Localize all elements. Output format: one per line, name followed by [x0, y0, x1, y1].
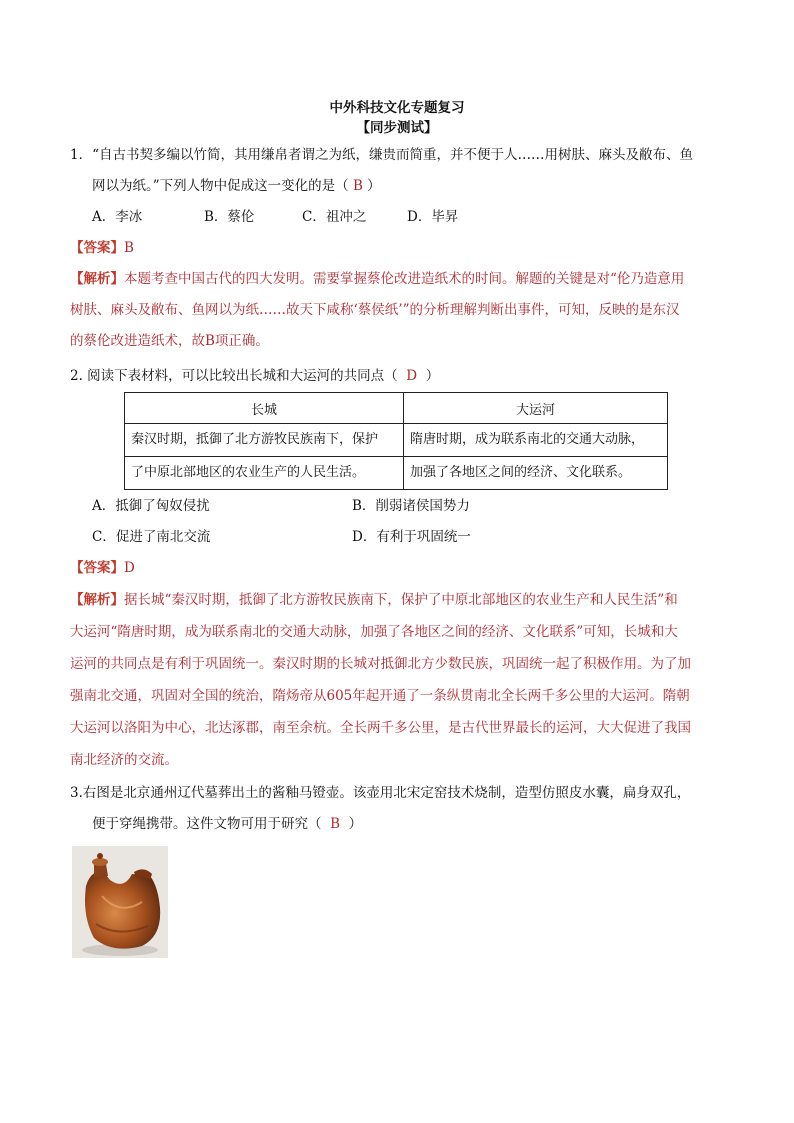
q3-stem-line2 — [92, 814, 362, 834]
table-cell-grand-canal-1: 隋唐时期，成为联系南北的交通大动脉， — [404, 424, 668, 457]
comparison-table — [124, 392, 668, 490]
q2-analysis-text1: 据长城“秦汉时期，抵御了北方游牧民族南下，保护了中原北部地区的农业生产和人民生活”和 — [124, 592, 678, 608]
q2-stem-text: 2. 阅读下表材料，可以比较出长城和大运河的共同点（ — [70, 368, 398, 384]
q3-close: ） — [348, 816, 363, 832]
q2-analysis-line3: 运河的共同点是有利于巩固统一。秦汉时期的长城对抵御北方少数民族，巩固统一起了积极作用。为了加 — [70, 656, 691, 672]
q1-analysis-line3: 的蔡伦改进造纸术，故B项正确。 — [70, 333, 269, 349]
q2-analysis-line5: 大运河以洛阳为中心，北达涿郡，南至余杭。全长两千多公里，是古代世界最长的运河，大大促进了我国 — [70, 720, 691, 736]
q1-answer-label: 【答案】 — [70, 240, 124, 256]
doc-subtitle: 【同步测试】 — [356, 120, 438, 136]
q1-stem-line1 — [70, 145, 693, 165]
table-cell-grand-canal-2: 加强了各地区之间的经济、文化联系。 — [404, 457, 668, 490]
artifact-photo — [72, 846, 168, 958]
table-header-row — [125, 393, 668, 424]
q2-option-a: A．抵御了匈奴侵扰 — [92, 498, 210, 514]
q1-answer-line — [70, 238, 134, 258]
q1-option-d: D．毕昇 — [407, 209, 459, 225]
q1-stem-text2: 网以为纸。”下列人物中促成这一变化的是（ — [92, 178, 349, 194]
q2-stem-line — [70, 366, 439, 386]
q2-answer-label: 【答案】 — [70, 560, 124, 576]
q1-answer: B — [124, 240, 134, 256]
q2-answer-line — [70, 558, 135, 578]
q2-close: ） — [425, 368, 440, 384]
q2-analysis-line6: 南北经济的交流。 — [70, 752, 178, 768]
q2-analysis-line2: 大运河“隋唐时期，成为联系南北的交通大动脉，加强了各地区之间的经济、文化联系”可知，长城和大 — [70, 624, 678, 640]
flask-image — [72, 846, 168, 958]
q1-analysis-text1: 本题考查中国古代的四大发明。需要掌握蔡伦改进造纸术的时间。解题的关键是对“伦乃造意用 — [124, 271, 685, 287]
q1-option-b: B．蔡伦 — [204, 209, 255, 225]
q2-analysis-line4: 强南北交通，巩固对全国的统治，隋炀帝从605年起开通了一条纵贯南北全长两千多公里的大运河。隋朝 — [70, 688, 690, 704]
q1-number: 1． — [70, 147, 93, 163]
q1-stem-line2 — [92, 176, 381, 196]
q1-analysis-line1 — [70, 269, 684, 289]
q2-answer: D — [124, 560, 135, 576]
q1-analysis-label: 【解析】 — [70, 271, 124, 287]
q1-answer-mark: B — [352, 178, 363, 194]
table-header-great-wall: 长城 — [125, 393, 404, 424]
table-row — [125, 424, 668, 457]
q2-analysis-label: 【解析】 — [70, 592, 124, 608]
q2-analysis-line1 — [70, 590, 678, 610]
table-row — [125, 457, 668, 490]
q2-option-c: C．促进了南北交流 — [92, 529, 211, 545]
doc-title: 中外科技文化专题复习 — [329, 100, 465, 116]
table-header-grand-canal: 大运河 — [404, 393, 668, 424]
table-cell-great-wall-2: 了中原北部地区的农业生产的人民生活。 — [125, 457, 404, 490]
q2-option-d: D．有利于巩固统一 — [352, 529, 471, 545]
q2-option-b: B．削弱诸侯国势力 — [352, 498, 470, 514]
q1-option-c: C．祖冲之 — [302, 209, 367, 225]
q1-option-a: A．李冰 — [92, 209, 143, 225]
q3-stem-line1: 3.右图是北京通州辽代墓葬出土的酱釉马镫壶。该壶用北宋定窑技术烧制，造型仿照皮水囊，扁身双孔， — [70, 785, 691, 801]
q1-close: ） — [367, 178, 381, 194]
q2-answer-mark: D — [406, 368, 418, 384]
q1-analysis-line2: 树肤、麻头及敝布、鱼网以为纸……故天下咸称‘蔡侯纸’”的分析理解判断出事件，可知，反映的是东汉 — [70, 302, 680, 318]
q1-stem-text1: “自古书契多编以竹简，其用缣帛者谓之为纸，缣贵而简重，并不便于人……用树肤、麻头及敝布、鱼 — [92, 147, 693, 163]
q3-stem-text2: 便于穿绳携带。这件文物可用于研究（ — [92, 816, 322, 832]
table-cell-great-wall-1: 秦汉时期，抵御了北方游牧民族南下，保护 — [125, 424, 404, 457]
q3-answer-mark: B — [330, 816, 341, 832]
